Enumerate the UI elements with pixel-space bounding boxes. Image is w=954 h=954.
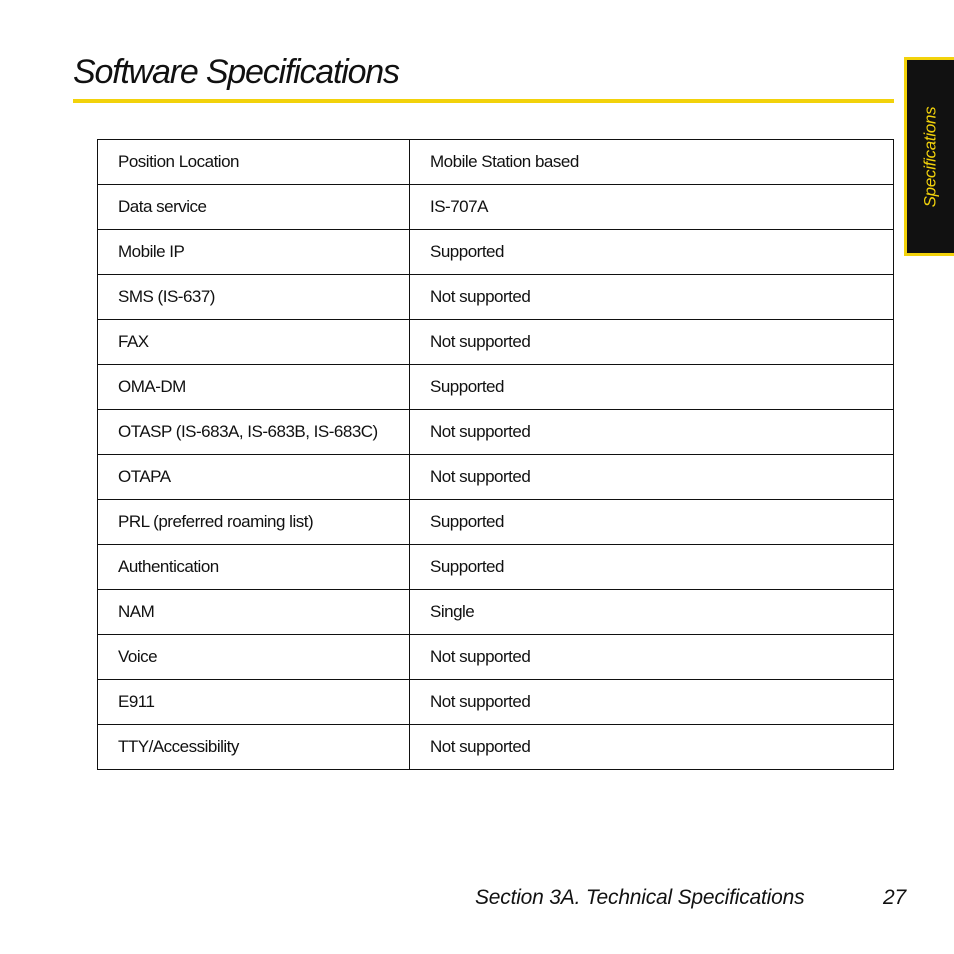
feature-cell: Position Location: [98, 140, 410, 185]
table-row: [98, 545, 894, 590]
footer-section-title: Section 3A. Technical Specifications: [475, 886, 805, 909]
page-number: 27: [883, 886, 906, 909]
software-specifications-table: [97, 139, 894, 770]
value-cell: Not supported: [410, 680, 894, 725]
table-row: [98, 455, 894, 500]
feature-cell: SMS (IS-637): [98, 275, 410, 320]
table-row: [98, 725, 894, 770]
feature-cell: OTASP (IS-683A, IS-683B, IS-683C): [98, 410, 410, 455]
value-cell: Supported: [410, 365, 894, 410]
feature-cell: PRL (preferred roaming list): [98, 500, 410, 545]
value-cell: Supported: [410, 545, 894, 590]
value-cell: Supported: [410, 500, 894, 545]
table-row: [98, 230, 894, 275]
value-cell: Not supported: [410, 455, 894, 500]
feature-cell: Voice: [98, 635, 410, 680]
table-row: [98, 140, 894, 185]
table-row: [98, 275, 894, 320]
table-row: [98, 680, 894, 725]
feature-cell: FAX: [98, 320, 410, 365]
value-cell: Not supported: [410, 635, 894, 680]
value-cell: IS-707A: [410, 185, 894, 230]
value-cell: Not supported: [410, 410, 894, 455]
feature-cell: Authentication: [98, 545, 410, 590]
feature-cell: Data service: [98, 185, 410, 230]
title-underline: [73, 99, 894, 103]
feature-cell: TTY/Accessibility: [98, 725, 410, 770]
section-side-tab: [904, 57, 954, 256]
table-row: [98, 590, 894, 635]
value-cell: Not supported: [410, 275, 894, 320]
value-cell: Not supported: [410, 725, 894, 770]
page-title: Software Specifications: [73, 53, 399, 91]
value-cell: Single: [410, 590, 894, 635]
feature-cell: Mobile IP: [98, 230, 410, 275]
table-row: [98, 365, 894, 410]
table-row: [98, 320, 894, 365]
side-tab-label: Specifications: [920, 106, 940, 207]
feature-cell: NAM: [98, 590, 410, 635]
table-row: [98, 635, 894, 680]
feature-cell: E911: [98, 680, 410, 725]
table-row: [98, 185, 894, 230]
table-row: [98, 410, 894, 455]
value-cell: Not supported: [410, 320, 894, 365]
table-row: [98, 500, 894, 545]
value-cell: Supported: [410, 230, 894, 275]
feature-cell: OTAPA: [98, 455, 410, 500]
value-cell: Mobile Station based: [410, 140, 894, 185]
feature-cell: OMA-DM: [98, 365, 410, 410]
